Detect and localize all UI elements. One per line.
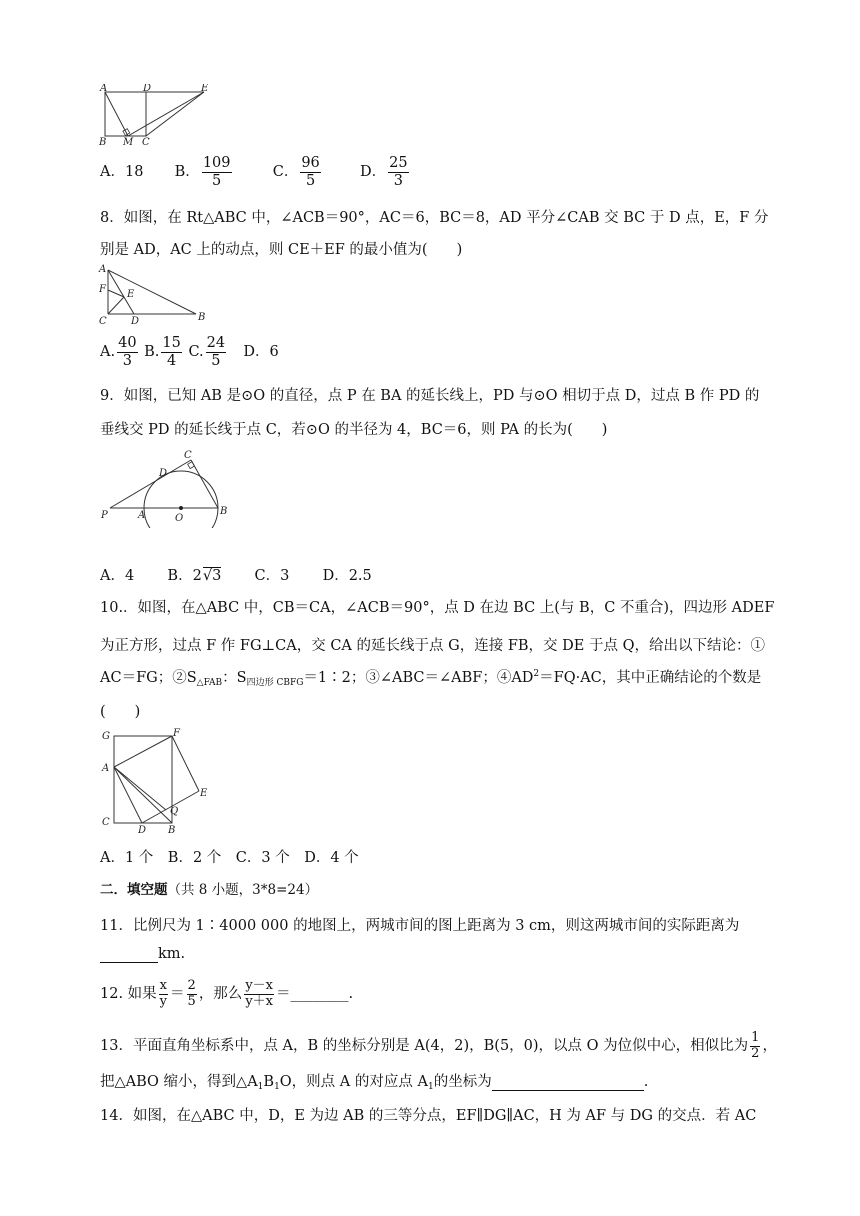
section-2-title: 二．填空题 (100, 882, 168, 898)
q10-label-e: E (200, 788, 208, 799)
q12-middle: ，那么 (198, 986, 243, 1002)
q12-fraction-2-denominator: 5 (187, 993, 196, 1009)
q7-option-c-label: C． (272, 164, 299, 180)
q8-option-d: D．6 (243, 344, 279, 360)
q9-option-b-radicand: 3 (212, 568, 222, 584)
q9-center-dot (179, 506, 183, 510)
q7-label-e: E (201, 84, 209, 94)
q13-ratio-numerator: 1 (751, 1029, 760, 1045)
q10-line-1: 10.．如图，在△ABC 中，CB＝CA，∠ACB＝90°，点 D 在边 BC 上(与 B，C 不重合)，四边形 ADEF (100, 600, 775, 616)
q9-option-b-label: B．2 (167, 568, 202, 584)
q7-label-a: A (100, 84, 108, 94)
q10-line-3 (100, 666, 761, 688)
q7-option-c-denominator: 5 (305, 172, 316, 189)
q8-line-ce (108, 297, 124, 314)
q13-line-1 (100, 1026, 777, 1066)
q9-line-pc (110, 460, 191, 508)
q12-fraction-3-numerator: y－x (245, 977, 273, 993)
q9-line-1: 9．如图，已知 AB 是⊙O 的直径，点 P 在 BA 的延长线上，PD 与⊙O 相切于点 D，过点 B 作 PD 的 (100, 388, 760, 404)
q10-label-b: B (168, 825, 176, 836)
q13-line-2 (100, 1070, 648, 1092)
q12-fraction-1-numerator: x (159, 977, 168, 993)
q14-line-1: 14．如图，在△ABC 中，D，E 为边 AB 的三等分点，EF∥DG∥AC，H 为 AF 与 DG 的交点．若 AC (100, 1108, 757, 1124)
q7-option-a-label: A． (100, 164, 125, 180)
q8-option-b-label: B. (144, 344, 160, 360)
q10-line-4: ( ) (100, 704, 141, 720)
q8-label-e: E (127, 289, 135, 300)
q7-figure (96, 84, 216, 146)
q7-option-b-label: B． (174, 164, 200, 180)
q12-prefix: 12. 如果 (100, 986, 157, 1002)
q8-option-a-denominator: 3 (122, 352, 132, 369)
q8-options (100, 332, 279, 372)
q13-text-2d: 的坐标为 (433, 1074, 492, 1090)
q10-line-3-part-d: ＝FQ·AC，其中正确结论的个数是 (539, 670, 762, 686)
q7-label-b: B (99, 137, 107, 146)
q12-line (100, 972, 353, 1016)
q9-label-a: A (138, 510, 146, 521)
q10-line-3-part-b: ：S (222, 670, 247, 686)
q11-line-1: 11．比例尺为 1∶4000 000 的地图上，两城市间的图上距离为 3 cm，则这两城市间的实际距离为 (100, 918, 740, 934)
q8-option-b (144, 334, 184, 369)
q13-end: . (643, 1074, 649, 1090)
q9-figure (96, 448, 236, 528)
q9-line-cb (191, 460, 218, 508)
q10-options: A．1 个 B．2 个 C．3 个 D．4 个 (100, 850, 359, 866)
q7-options (100, 152, 411, 192)
q8-option-c-label: C. (188, 344, 204, 360)
q10-figure (96, 726, 216, 836)
section-2-heading (100, 878, 318, 898)
q13-ratio-tail: ， (762, 1038, 777, 1054)
q12-fraction-3-denominator: y＋x (245, 993, 273, 1009)
q9-option-a: A．4 (100, 568, 135, 584)
q11-line-2 (100, 946, 185, 963)
q8-label-a: A (99, 264, 107, 275)
q10-label-d: D (138, 825, 147, 836)
q8-option-c-denominator: 5 (211, 352, 221, 369)
q9-option-d: D．2.5 (322, 568, 372, 584)
q8-option-b-numerator: 15 (162, 334, 181, 351)
q7-option-b-denominator: 5 (212, 172, 222, 189)
q10-rect-gcbf (114, 736, 172, 823)
q7-label-m: M (123, 137, 134, 146)
q7-option-b-numerator: 109 (202, 154, 231, 171)
q8-option-a-label: A. (100, 344, 116, 360)
q7-option-d (360, 154, 411, 189)
q8-line-1: 8．如图，在 Rt△ABC 中，∠ACB＝90°，AC＝6，BC＝8，AD 平分∠CAB 交 BC 于 D 点，E，F 分 (100, 210, 769, 226)
q9-label-p: P (101, 510, 108, 521)
q8-option-c-numerator: 24 (206, 334, 226, 351)
q11-unit: km. (158, 946, 186, 962)
q10-line-ad (114, 767, 142, 823)
q8-option-a-numerator: 40 (118, 334, 137, 351)
q13-text-1: 13．平面直角坐标系中，点 A，B 的坐标分别是 A(4，2)，B(5，0)，以点 O 为位似中心，相似比为 (100, 1038, 749, 1054)
q10-line-af (114, 736, 172, 767)
q7-option-d-label: D． (360, 164, 387, 180)
q10-line-3-part-a: AC＝FG；②S (100, 670, 197, 686)
q10-superscript-2: 2 (533, 669, 540, 679)
q8-figure (96, 262, 216, 328)
q9-label-d: D (159, 468, 168, 479)
q7-line-am (105, 92, 128, 136)
q8-label-f: F (99, 284, 106, 295)
q8-line-2: 别是 AD，AC 上的动点，则 CE＋EF 的最小值为( ) (100, 242, 463, 258)
q12-fraction-1-denominator: y (159, 993, 168, 1009)
q11-answer-blank[interactable] (100, 946, 158, 963)
q9-label-b: B (220, 506, 228, 517)
q10-line-ab (114, 767, 172, 823)
q7-option-d-numerator: 25 (389, 154, 408, 171)
q12-fraction-2-numerator: 2 (187, 977, 196, 993)
q7-option-c (272, 154, 328, 189)
q12-equals: ＝ (170, 986, 185, 1002)
q12-answer-blank[interactable]: ＝________. (276, 986, 354, 1002)
q7-label-d: D (143, 84, 152, 94)
q8-label-d: D (131, 316, 140, 327)
q9-label-c: C (184, 450, 192, 461)
q7-label-c: C (142, 137, 150, 146)
q10-subscript-cbfg: 四边形 CBFG (246, 678, 304, 688)
q9-label-o: O (175, 513, 184, 524)
q7-option-c-numerator: 96 (301, 154, 320, 171)
q13-text-2b: B (263, 1074, 275, 1090)
q7-option-d-denominator: 3 (393, 172, 403, 189)
q13-text-2c: O，则点 A 的对应点 A (279, 1074, 428, 1090)
q7-option-a (100, 164, 148, 180)
q13-subscript-b1: 1 (274, 1082, 280, 1092)
q9-line-2: 垂线交 PD 的延长线于点 C，若⊙O 的半径为 4，BC＝6，则 PA 的长为( ) (100, 422, 608, 438)
q13-ratio-denominator: 2 (751, 1045, 760, 1061)
q10-label-g: G (102, 731, 110, 742)
q8-label-c: C (99, 316, 107, 327)
q13-answer-blank[interactable] (492, 1074, 644, 1091)
q9-option-c: C．3 (254, 568, 290, 584)
q10-subscript-fab: △FAB (196, 678, 223, 688)
q10-label-a: A (102, 763, 110, 774)
q9-option-b: B．2√3 (167, 568, 222, 584)
q13-text-2a: 把△ABO 缩小，得到△A (100, 1074, 258, 1090)
q10-line-3-part-c: ＝1∶2；③∠ABC＝∠ABF；④AD (303, 670, 534, 686)
q10-label-f: F (173, 728, 180, 739)
q8-option-b-denominator: 4 (167, 352, 177, 369)
q10-line-aq (114, 767, 166, 810)
q8-label-b: B (198, 312, 206, 323)
q10-label-c: C (102, 817, 110, 828)
q10-line-fe (172, 736, 199, 791)
q7-line-me (128, 92, 204, 136)
q10-line-2: 为正方形，过点 F 作 FG⊥CA，交 CA 的延长线于点 G，连接 FB，交 DE 于点 Q，给出以下结论：① (100, 638, 765, 654)
section-2-note: （共 8 小题，3*8=24） (167, 882, 319, 898)
q10-label-q: Q (170, 806, 179, 817)
q13-subscript-a1: 1 (257, 1082, 264, 1092)
q8-option-a (100, 334, 140, 369)
q7-option-a-value: 18 (124, 164, 144, 180)
q8-option-c (188, 334, 228, 369)
q13-subscript-a1-point: 1 (427, 1082, 434, 1092)
q7-line-ce (146, 92, 204, 136)
q9-options (100, 564, 372, 585)
q7-option-b (174, 154, 238, 189)
